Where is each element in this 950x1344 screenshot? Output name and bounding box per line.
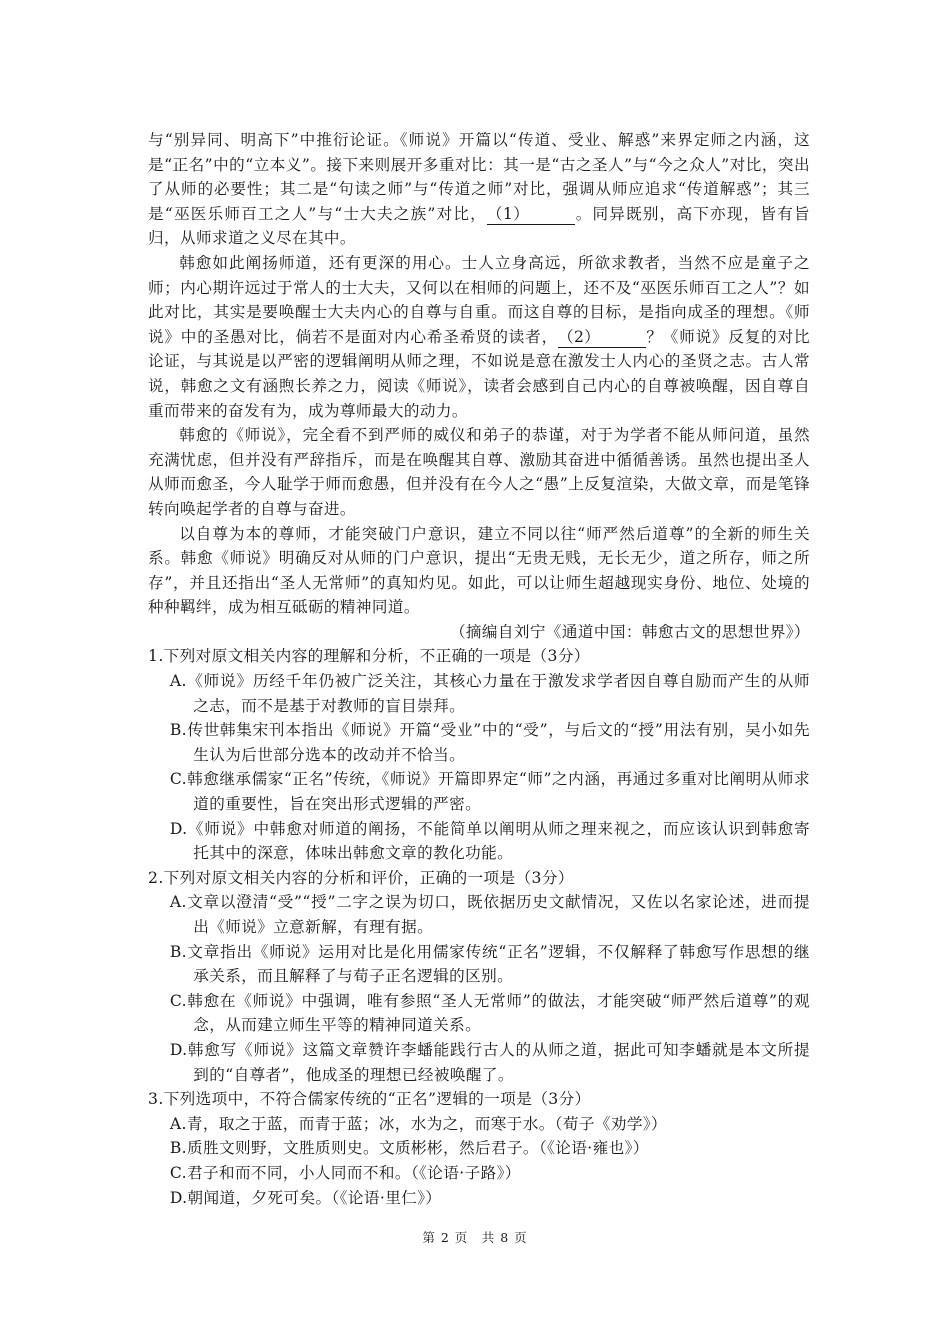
option-text: B.传世韩集宋刊本指出《师说》开篇“受业”中的“受”，与后文的“授”用法有别，吴小如先生认为后世部分选本的改动并不恰当。 (169, 721, 810, 764)
source-citation: （摘编自刘宁《通道中国：韩愈古文的思想世界》） (449, 622, 810, 641)
question-2-option-b[interactable] (148, 940, 810, 989)
fill-blank-2[interactable]: （2） (558, 328, 646, 348)
question-2-option-d[interactable] (148, 1038, 810, 1087)
option-text: A.《师说》历经千年仍被广泛关注，其核心力量在于激发求学者因自尊自励而产生的从师之志，而不是基于对教师的盲目崇拜。 (169, 672, 810, 715)
page-footer: 第 2 页 共 8 页 (422, 1230, 528, 1245)
question-1-stem: 1.下列对原文相关内容的理解和分析，不正确的一项是（3分） (148, 647, 590, 666)
paragraph-2-text-a: 韩愈如此阐扬师道，还有更深的用心。士人立身高远，所欲求教者，当然不应是童子之师；内心期许远过于常人的士大夫，又何以在相师的问题上，还不及“巫医乐师百工之人”？如此对比，其实是要唤醒士大夫内心的自尊与自重。而这自尊的目标，是指向成圣的理想。《师说》中的圣愚对比，倘若不是面对内心希圣希贤的读者， (148, 253, 810, 346)
question-1 (148, 644, 810, 865)
question-2 (148, 866, 810, 1087)
paragraph-2 (148, 251, 810, 423)
question-2-option-c[interactable] (148, 989, 810, 1038)
question-3-option-d[interactable] (148, 1186, 810, 1211)
paragraph-2-text-b: ？《师说》反复的对比论证，与其说是以严密的逻辑阐明从师之理，不如说是意在激发士人内心的圣贤之志。古人常说，韩愈之文有涵煦长养之力，阅读《师说》，读者会感到自己内心的自尊被唤醒，因自尊自重而带来的奋发有为，成为尊师最大的动力。 (148, 327, 810, 420)
option-text: B.质胜文则野，文胜质则史。文质彬彬，然后君子。（《论语·雍也》） (169, 1139, 649, 1158)
question-3-stem: 3.下列选项中，不符合儒家传统的“正名”逻辑的一项是（3分） (148, 1090, 591, 1109)
paragraph-1-text-a: 与“别异同、明高下”中推衍论证。《师说》开篇以“传道、受业、解惑”来界定师之内涵，这是“正名”中的“立本义”。接下来则展开多重对比：其一是“古之圣人”与“今之众人”对比，突出了从师的必要性；其二是“句读之师”与“传道之师”对比，强调从师应追求“传道解惑”；其三是“巫医乐师百工之人”与“士大夫之族”对比， (148, 131, 810, 223)
paragraph-3: 韩愈的《师说》，完全看不到严师的威仪和弟子的恭谨，对于为学者不能从师问道，虽然充满忧虑，但并没有严辞指斥，而是在唤醒其自尊、激励其奋进中循循善诱。虽然也提出圣人从师而愈圣，今人耻学于师而愈愚，但并没有在今人之“愚”上反复渲染，大做文章，而是笔锋转向唤起学者的自尊与奋进。 (148, 426, 810, 518)
question-1-option-d[interactable] (148, 817, 810, 866)
option-text: C.君子和而不同，小人同而不和。（《论语·子路》） (169, 1163, 521, 1182)
option-text: A.青，取之于蓝，而青于蓝；冰，水为之，而寒于水。（荀子《劝学》） (169, 1114, 668, 1133)
question-2-stem: 2.下列对原文相关内容的分析和评价，正确的一项是（3分） (148, 868, 574, 887)
option-text: D.《师说》中韩愈对师道的阐扬，不能简单以阐明从师之理来视之，而应该认识到韩愈寄托其中的深意，体味出韩愈文章的教化功能。 (169, 819, 810, 863)
document-page (148, 128, 810, 1210)
fill-blank-1[interactable]: （1） (487, 205, 575, 225)
question-3-option-a[interactable] (148, 1112, 810, 1137)
question-3-option-c[interactable] (148, 1161, 810, 1186)
question-3 (148, 1087, 810, 1210)
paragraph-4: 以自尊为本的尊师，才能突破门户意识，建立不同以往“师严然后道尊”的全新的师生关系。韩愈《师说》明确反对从师的门户意识，提出“无贵无贱，无长无少，道之所存，师之所存”，并且还指出“圣人无常师”的真知灼见。如此，可以让师生超越现实身份、地位、处境的种种羁绊，成为相互砥砺的精神同道。 (148, 524, 810, 617)
question-1-option-a[interactable] (148, 669, 810, 718)
option-text: D.韩愈写《师说》这篇文章赞许李蟠能践行古人的从师之道，据此可知李蟠就是本文所提到的“自尊者”，他成圣的理想已经被唤醒了。 (169, 1040, 810, 1084)
question-2-option-a[interactable] (148, 890, 810, 939)
question-1-option-b[interactable] (148, 718, 810, 767)
option-text: A.文章以澄清“受”“授”二字之误为切口，既依据历史文献情况，又佐以名家论述，进而提出《师说》立意新解，有理有据。 (169, 893, 810, 936)
option-text: C.韩愈继承儒家“正名”传统，《师说》开篇即界定“师”之内涵，再通过多重对比阐明从师求道的重要性，旨在突出形式逻辑的严密。 (169, 770, 810, 814)
option-text: B.文章指出《师说》运用对比是化用儒家传统“正名”逻辑，不仅解释了韩愈写作思想的继承关系，而且解释了与荀子正名逻辑的区别。 (169, 942, 810, 986)
paragraph-1 (148, 128, 810, 251)
question-1-option-c[interactable] (148, 767, 810, 816)
question-3-option-b[interactable] (148, 1136, 810, 1161)
paragraph-1-text-b: 。同异既别，高下亦现，皆有旨归，从师求道之义尽在其中。 (148, 204, 810, 248)
option-text: D.朝闻道，夕死可矣。（《论语·里仁》） (169, 1188, 442, 1207)
option-text: C.韩愈在《师说》中强调，唯有参照“圣人无常师”的做法，才能突破“师严然后道尊”的观念，从而建立师生平等的精神同道关系。 (169, 991, 810, 1035)
